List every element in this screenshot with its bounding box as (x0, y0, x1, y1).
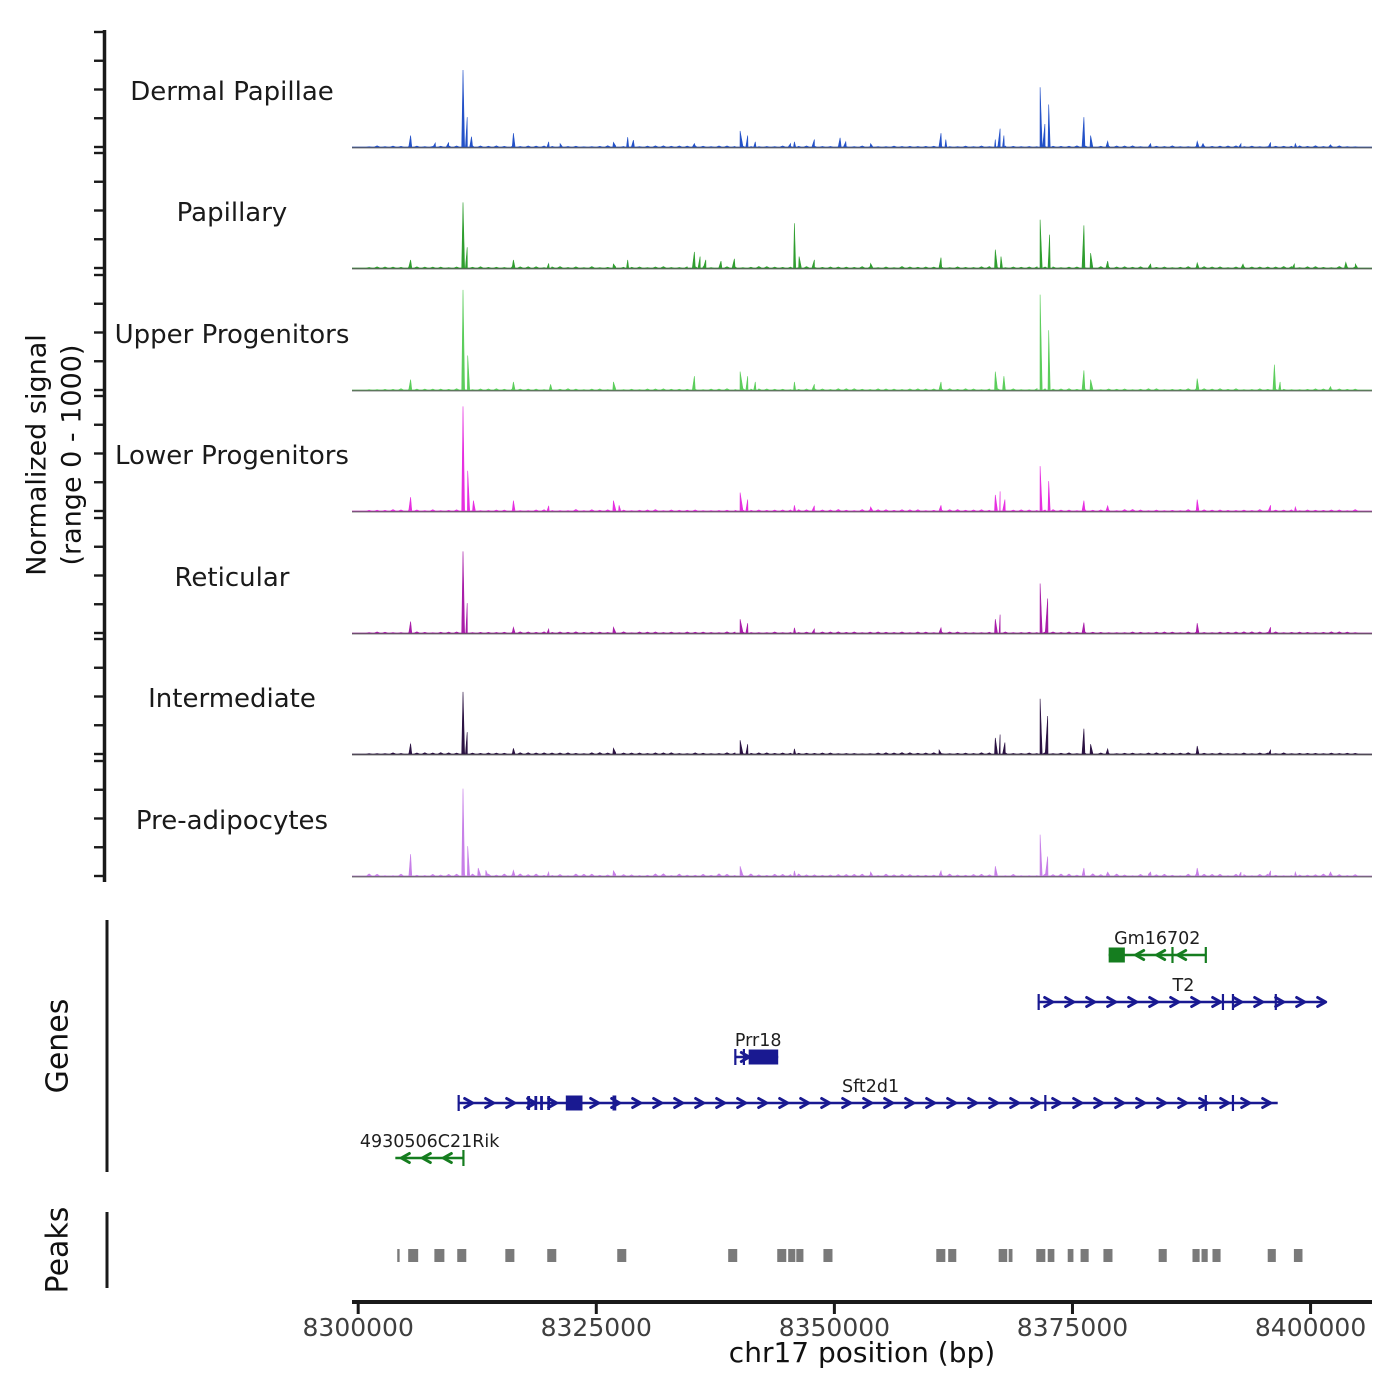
track-label-dermal-papillae: Dermal Papillae (130, 77, 334, 107)
track-label-reticular: Reticular (174, 563, 290, 593)
signal-track-7 (352, 789, 1372, 876)
genes-section-label: Genes (40, 998, 76, 1094)
peak-call-box (1036, 1249, 1045, 1262)
x-tick-label: 8350000 (778, 1313, 891, 1342)
gene-exon-box (612, 1096, 616, 1111)
x-tick-label: 8325000 (540, 1313, 652, 1342)
peak-call-box (1202, 1249, 1208, 1262)
peak-call-box (1192, 1249, 1199, 1262)
track-label-intermediate: Intermediate (148, 684, 316, 714)
gene-label: Sft2d1 (841, 1077, 900, 1097)
signal-track-2 (352, 202, 1372, 268)
peak-call-box (788, 1249, 795, 1262)
peak-call-box (796, 1249, 803, 1262)
signal-track-6 (352, 692, 1372, 754)
peak-call-box (397, 1249, 399, 1262)
x-axis-title: chr17 position (bp) (728, 1336, 996, 1369)
track-label-papillary: Papillary (176, 198, 288, 228)
peak-call-box (1159, 1249, 1167, 1262)
peak-call-box (1294, 1249, 1303, 1262)
peak-call-box (936, 1249, 945, 1262)
peak-call-box (457, 1249, 466, 1262)
track-label-upper-progenitors: Upper Progenitors (114, 320, 350, 350)
y-axis-title-line2: (range 0 - 1000) (56, 344, 87, 566)
peak-call-box (777, 1249, 786, 1262)
peak-call-box (547, 1249, 556, 1262)
peak-call-box (1009, 1249, 1013, 1262)
y-axis-title-line1: Normalized signal (21, 334, 53, 576)
signal-track-3 (352, 290, 1372, 390)
gene-exon-box (566, 1096, 583, 1111)
peak-call-box (1081, 1249, 1089, 1262)
gene-label: 4930506C21Rik (359, 1132, 500, 1152)
gene-label: T2 (1172, 976, 1195, 996)
track-label-lower-progenitors: Lower Progenitors (115, 441, 349, 471)
x-tick-label: 8400000 (1254, 1313, 1367, 1342)
x-tick-label: 8375000 (1016, 1313, 1129, 1342)
peak-call-box (505, 1249, 514, 1262)
peak-call-box (408, 1249, 418, 1262)
peak-call-box (1068, 1249, 1074, 1262)
peak-call-box (1103, 1249, 1112, 1262)
peak-call-box (1268, 1249, 1276, 1262)
signal-track-5 (352, 551, 1372, 633)
peak-call-box (434, 1249, 444, 1262)
x-tick-label: 8300000 (302, 1313, 414, 1342)
gene-exon-box (1109, 948, 1125, 963)
peak-call-box (1048, 1249, 1055, 1262)
y-axis-title (20, 334, 89, 576)
signal-track-1 (352, 70, 1372, 147)
peak-call-box (617, 1249, 626, 1262)
peaks-section-label: Peaks (40, 1206, 76, 1294)
gene-label: Prr18 (734, 1031, 782, 1051)
peak-call-box (728, 1249, 737, 1262)
gene-label: Gm16702 (1114, 929, 1201, 949)
peak-call-box (948, 1249, 956, 1262)
gene-exon-box (749, 1050, 779, 1065)
peak-call-box (999, 1249, 1008, 1262)
signal-track-4 (352, 406, 1372, 511)
peak-call-box (823, 1249, 832, 1262)
peak-call-box (1212, 1249, 1220, 1262)
track-label-pre-adipocytes: Pre-adipocytes (135, 806, 329, 836)
